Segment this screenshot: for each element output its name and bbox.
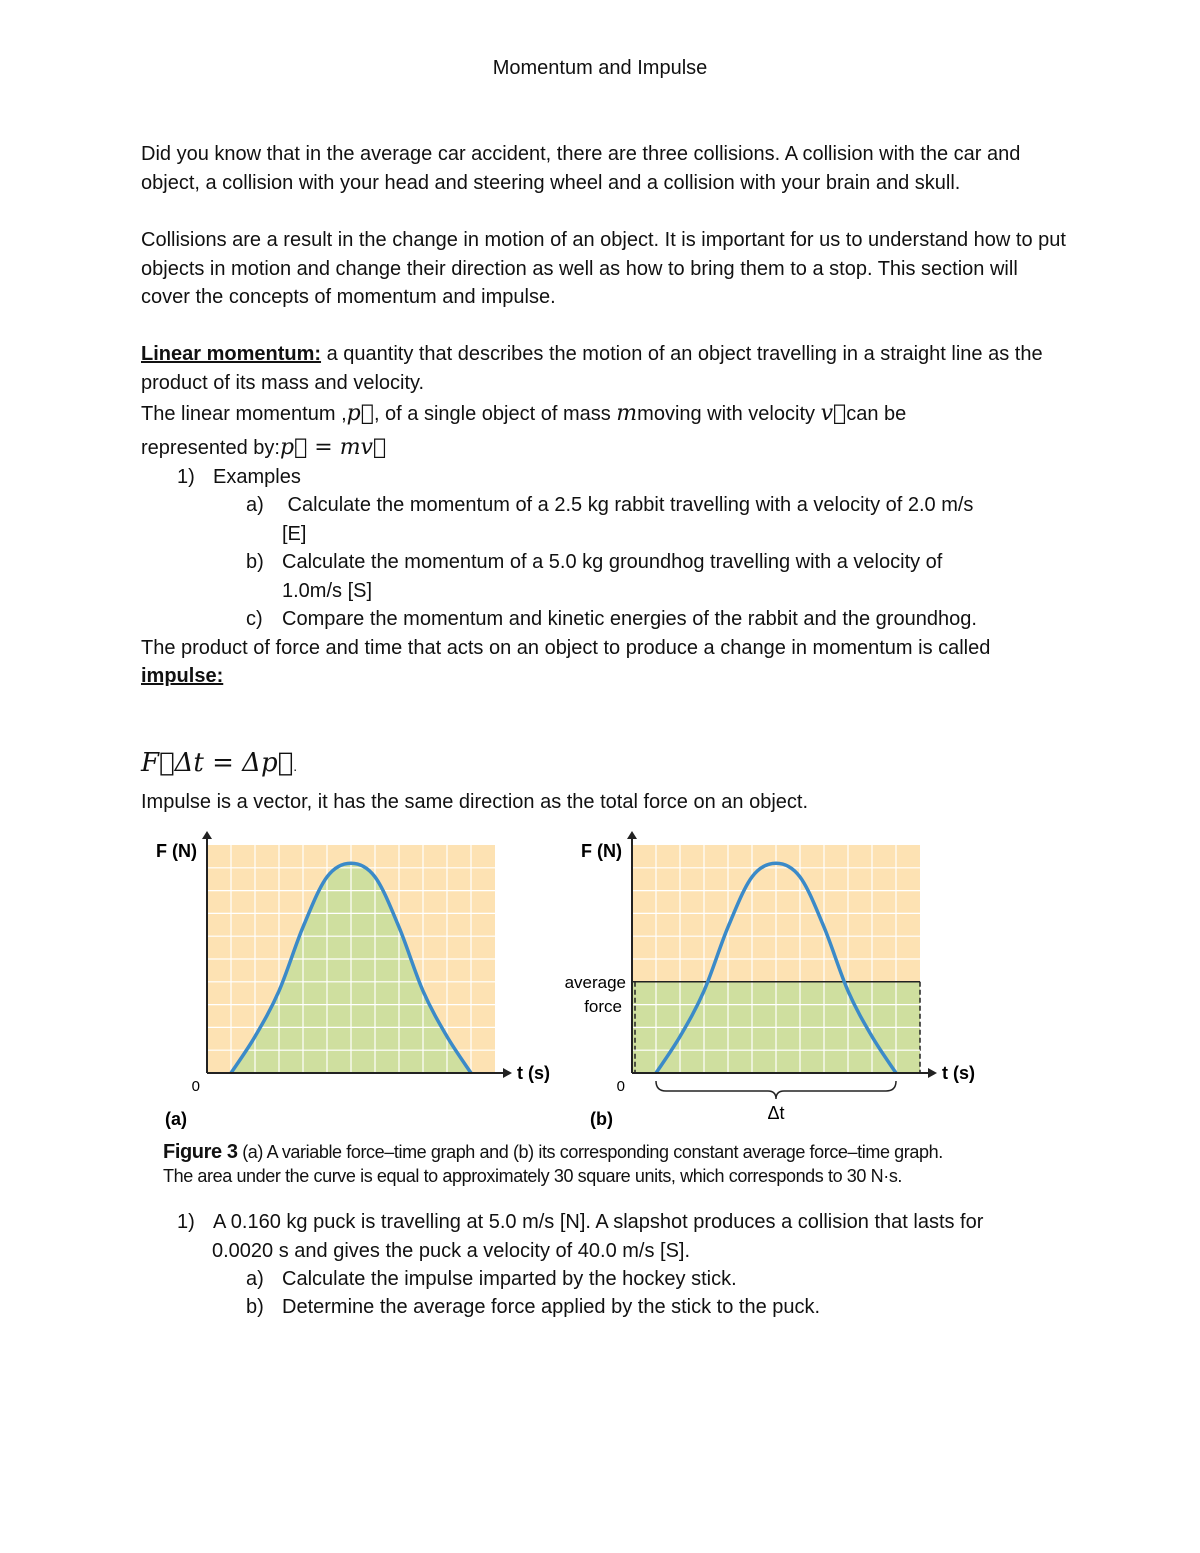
- example-b: [246, 548, 942, 577]
- delta-t-brace: [656, 1081, 896, 1099]
- impulse-sentence: The product of force and time that acts on an object to produce a change in momentum is called: [141, 637, 991, 659]
- impulse-term: impulse:: [141, 665, 224, 687]
- force-label: force: [584, 996, 622, 1016]
- average-label: average: [564, 972, 626, 992]
- example-b-continued: 1.0m/s [S]: [282, 580, 373, 602]
- impulse-vector-sentence: Impulse is a vector, it has the same direction as the total force on an object.: [141, 791, 809, 813]
- page-title: Momentum and Impulse: [492, 57, 708, 79]
- impulse-term-line: [141, 662, 1071, 691]
- y-axis-label: F (N): [581, 841, 622, 861]
- examples-label: Examples: [213, 466, 301, 488]
- caption-label: Figure 3: [163, 1141, 238, 1163]
- x-axis-label: t (s): [942, 1063, 975, 1083]
- caption-line-1: [163, 1140, 943, 1164]
- problem-1: [177, 1208, 983, 1237]
- example-a: [246, 491, 973, 520]
- y-axis-arrow: [627, 831, 637, 839]
- problem-b-text: Determine the average force applied by the stick to the puck.: [282, 1296, 821, 1318]
- intro-paragraph-2: Collisions are a result in the change in motion of an object. It is important for us to understand how to put objects in motion and change their direction as well as how to bring them to a stop. This section will cover the concepts of momentum and impulse.: [141, 229, 1066, 308]
- examples-heading: [177, 463, 301, 492]
- sentence-part: can be: [846, 403, 907, 425]
- caption-line-2: The area under the curve is equal to approximately 30 square units, which corresponds to 30 N·s.: [163, 1166, 903, 1186]
- figure-3: [140, 830, 980, 1135]
- caption-text-1: (a) A variable force–time graph and (b) its corresponding constant average force–time graph.: [237, 1142, 943, 1162]
- x-axis-arrow: [503, 1068, 512, 1078]
- list-number: 1): [177, 1211, 195, 1233]
- list-letter: a): [246, 1268, 264, 1290]
- list-letter: b): [246, 1296, 264, 1318]
- impulse-formula: F⃗Δt = Δp⃗: [141, 748, 294, 778]
- sentence-part: moving with velocity: [637, 403, 821, 425]
- problem-1-text: A 0.160 kg puck is travelling at 5.0 m/s [N]. A slapshot produces a collision that lasts for: [213, 1211, 984, 1233]
- example-a-continued: [E]: [282, 523, 307, 545]
- symbol-m: m: [616, 401, 638, 426]
- list-letter: c): [246, 608, 263, 630]
- formula-dot: .: [293, 758, 298, 774]
- linear-momentum-sentence: [141, 400, 1071, 429]
- delta-t-label: Δt: [767, 1103, 785, 1123]
- linear-momentum-def-text: a quantity that describes the motion of an object travelling in a straight line as the product of its mass and velocity.: [141, 343, 1043, 394]
- impulse-formula-line: [141, 748, 1071, 781]
- sentence-part: , of a single object of mass: [373, 403, 617, 425]
- origin-label: 0: [191, 1078, 200, 1095]
- problem-1-continued: 0.0020 s and gives the puck a velocity of 40.0 m/s [S].: [212, 1240, 691, 1262]
- figure-caption: [163, 1140, 943, 1188]
- origin-label: 0: [616, 1078, 625, 1095]
- y-axis-arrow: [202, 831, 212, 839]
- linear-momentum-definition: [141, 340, 1071, 397]
- panel-b: [565, 831, 975, 1129]
- panel-label: (a): [165, 1109, 187, 1129]
- list-letter: b): [246, 551, 264, 573]
- panel-label: (b): [590, 1109, 613, 1129]
- example-c-text: Compare the momentum and kinetic energies of the rabbit and the groundhog.: [282, 608, 977, 630]
- problem-b: [246, 1293, 820, 1322]
- x-axis-arrow: [928, 1068, 937, 1078]
- sentence-part: The linear momentum ,: [141, 403, 347, 425]
- y-axis-label: F (N): [156, 841, 197, 861]
- intro-paragraph-1: Did you know that in the average car accident, there are three collisions. A collision with the car and object, a collision with your head and steering wheel and a collision with your brain and skull.: [141, 143, 1021, 194]
- momentum-formula: p⃗ = mv⃗: [279, 435, 387, 460]
- problem-a-text: Calculate the impulse imparted by the hockey stick.: [282, 1268, 737, 1290]
- symbol-v: v⃗: [820, 401, 847, 426]
- x-axis-label: t (s): [517, 1063, 550, 1083]
- panel-a: [156, 831, 550, 1129]
- example-b-text: Calculate the momentum of a 5.0 kg groundhog travelling with a velocity of: [282, 551, 943, 573]
- represented-by-line: [141, 434, 1071, 463]
- list-number: 1): [177, 466, 195, 488]
- example-c: [246, 605, 977, 634]
- problem-a: [246, 1265, 737, 1294]
- symbol-p: p⃗: [346, 401, 374, 426]
- list-letter: a): [246, 494, 264, 516]
- linear-momentum-term: Linear momentum:: [141, 343, 322, 365]
- represented-by-text: represented by:: [141, 437, 280, 459]
- example-a-text: Calculate the momentum of a 2.5 kg rabbit travelling with a velocity of 2.0 m/s: [282, 494, 974, 516]
